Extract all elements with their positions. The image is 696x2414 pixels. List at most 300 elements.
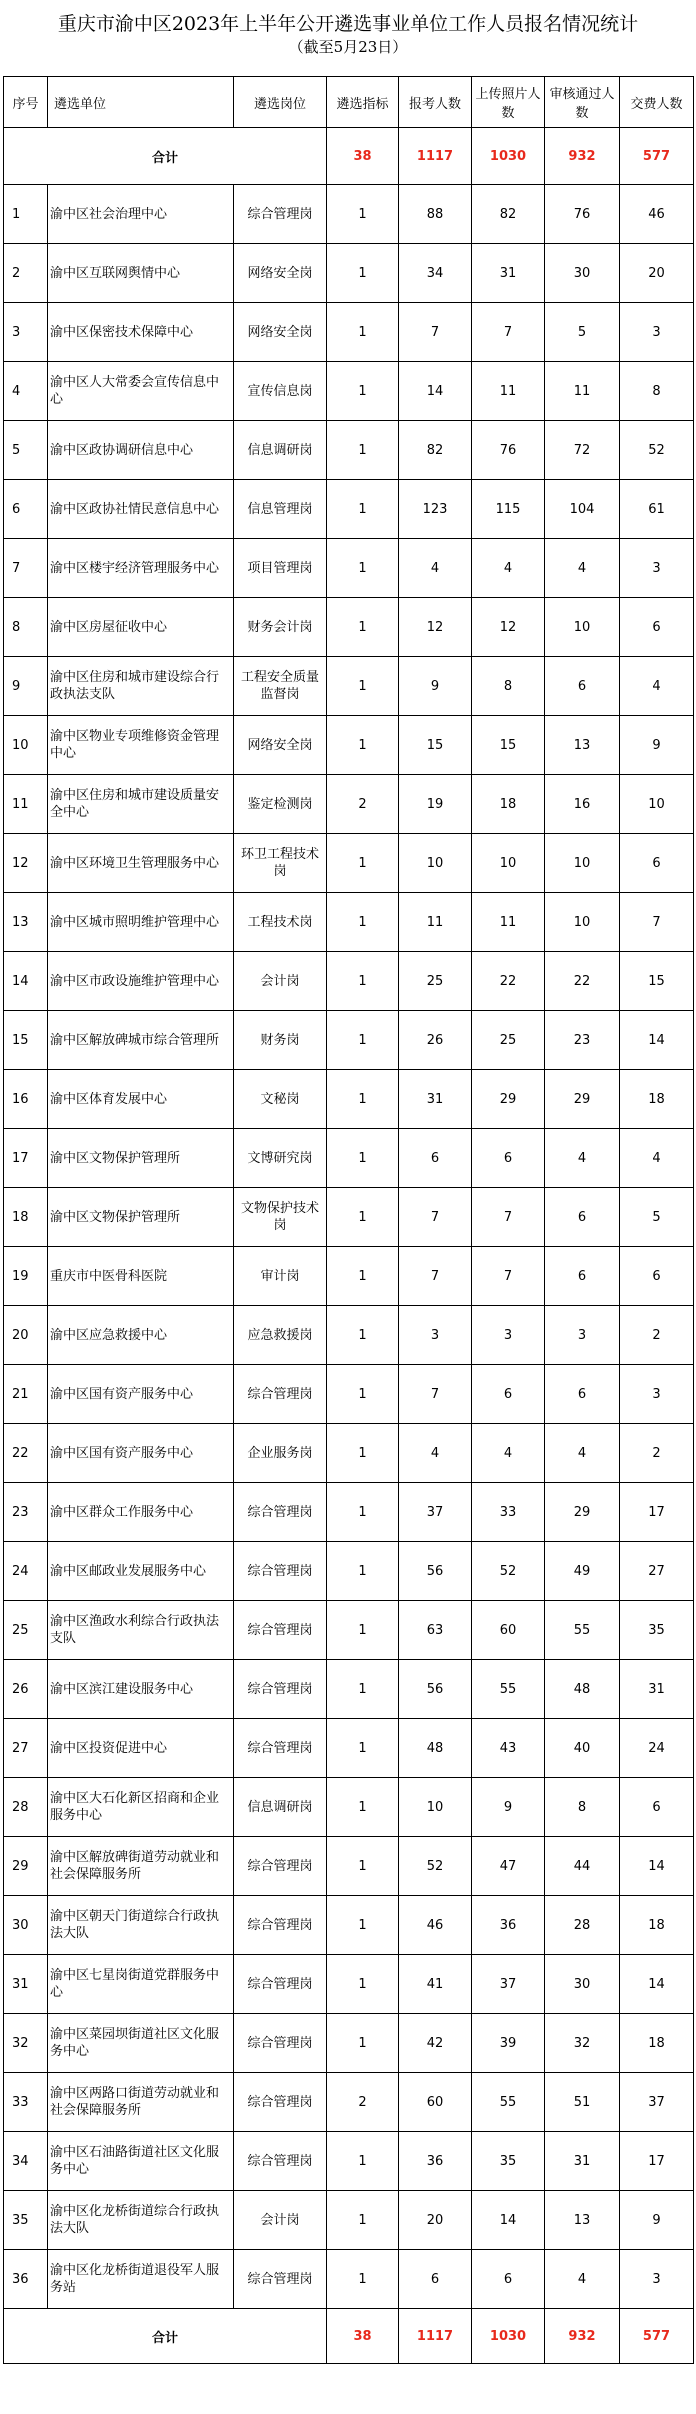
row-no: 22 (4, 1424, 48, 1483)
registration-table (3, 76, 694, 2364)
row-applicants: 34 (399, 244, 472, 303)
total-photos: 1030 (472, 128, 545, 185)
row-approved: 23 (545, 1011, 620, 1070)
table-row (4, 1896, 694, 1955)
row-approved: 32 (545, 2014, 620, 2073)
table-row (4, 1129, 694, 1188)
row-unit: 渝中区渔政水利综合行政执法支队 (48, 1601, 234, 1660)
row-photos: 22 (472, 952, 545, 1011)
row-quota: 1 (327, 1424, 399, 1483)
row-quota: 1 (327, 1837, 399, 1896)
row-no: 17 (4, 1129, 48, 1188)
row-quota: 1 (327, 598, 399, 657)
row-approved: 13 (545, 716, 620, 775)
row-photos: 15 (472, 716, 545, 775)
row-unit: 渝中区房屋征收中心 (48, 598, 234, 657)
row-photos: 7 (472, 1188, 545, 1247)
row-paid: 15 (620, 952, 694, 1011)
row-paid: 6 (620, 598, 694, 657)
row-no: 26 (4, 1660, 48, 1719)
row-quota: 1 (327, 1365, 399, 1424)
row-post: 环卫工程技术岗 (234, 834, 327, 893)
table-row (4, 2191, 694, 2250)
row-photos: 29 (472, 1070, 545, 1129)
row-applicants: 37 (399, 1483, 472, 1542)
row-unit: 渝中区政协调研信息中心 (48, 421, 234, 480)
row-no: 21 (4, 1365, 48, 1424)
row-unit: 渝中区社会治理中心 (48, 185, 234, 244)
row-photos: 43 (472, 1719, 545, 1778)
row-post: 综合管理岗 (234, 1660, 327, 1719)
row-post: 网络安全岗 (234, 716, 327, 775)
row-no: 33 (4, 2073, 48, 2132)
row-quota: 1 (327, 1955, 399, 2014)
row-paid: 9 (620, 2191, 694, 2250)
total-quota: 38 (327, 128, 399, 185)
row-post: 审计岗 (234, 1247, 327, 1306)
row-no: 9 (4, 657, 48, 716)
row-post: 企业服务岗 (234, 1424, 327, 1483)
row-applicants: 7 (399, 1365, 472, 1424)
row-paid: 4 (620, 1129, 694, 1188)
table-row (4, 657, 694, 716)
page-title: 重庆市渝中区2023年上半年公开遴选事业单位工作人员报名情况统计 (57, 13, 639, 35)
row-quota: 1 (327, 1247, 399, 1306)
row-paid: 4 (620, 657, 694, 716)
row-no: 3 (4, 303, 48, 362)
row-unit: 渝中区互联网舆情中心 (48, 244, 234, 303)
row-paid: 14 (620, 1837, 694, 1896)
table-row (4, 2132, 694, 2191)
row-quota: 1 (327, 303, 399, 362)
row-quota: 2 (327, 775, 399, 834)
row-approved: 10 (545, 834, 620, 893)
row-paid: 17 (620, 1483, 694, 1542)
row-approved: 3 (545, 1306, 620, 1365)
row-no: 31 (4, 1955, 48, 2014)
row-approved: 6 (545, 1188, 620, 1247)
row-quota: 1 (327, 1070, 399, 1129)
total-photos: 1030 (472, 2309, 545, 2364)
row-quota: 1 (327, 1306, 399, 1365)
row-post: 综合管理岗 (234, 2132, 327, 2191)
row-post: 应急救援岗 (234, 1306, 327, 1365)
row-quota: 1 (327, 1896, 399, 1955)
row-no: 27 (4, 1719, 48, 1778)
table-row (4, 1188, 694, 1247)
row-unit: 渝中区大石化新区招商和企业服务中心 (48, 1778, 234, 1837)
row-paid: 17 (620, 2132, 694, 2191)
row-unit: 渝中区住房和城市建设综合行政执法支队 (48, 657, 234, 716)
table-row (4, 1365, 694, 1424)
row-applicants: 12 (399, 598, 472, 657)
row-applicants: 56 (399, 1542, 472, 1601)
total-approved: 932 (545, 128, 620, 185)
row-post: 综合管理岗 (234, 1542, 327, 1601)
row-applicants: 123 (399, 480, 472, 539)
row-post: 工程安全质量监督岗 (234, 657, 327, 716)
row-no: 20 (4, 1306, 48, 1365)
row-paid: 31 (620, 1660, 694, 1719)
row-quota: 1 (327, 657, 399, 716)
row-applicants: 60 (399, 2073, 472, 2132)
row-photos: 3 (472, 1306, 545, 1365)
row-applicants: 11 (399, 893, 472, 952)
row-post: 综合管理岗 (234, 2250, 327, 2309)
total-applicants: 1117 (399, 2309, 472, 2364)
row-no: 18 (4, 1188, 48, 1247)
row-post: 会计岗 (234, 2191, 327, 2250)
row-photos: 6 (472, 1129, 545, 1188)
total-paid: 577 (620, 128, 694, 185)
row-no: 36 (4, 2250, 48, 2309)
row-paid: 18 (620, 2014, 694, 2073)
row-photos: 25 (472, 1011, 545, 1070)
row-approved: 8 (545, 1778, 620, 1837)
row-no: 35 (4, 2191, 48, 2250)
total-paid: 577 (620, 2309, 694, 2364)
row-applicants: 7 (399, 1247, 472, 1306)
row-paid: 6 (620, 1778, 694, 1837)
row-approved: 31 (545, 2132, 620, 2191)
row-post: 文物保护技术岗 (234, 1188, 327, 1247)
row-quota: 1 (327, 2191, 399, 2250)
row-unit: 渝中区人大常委会宣传信息中心 (48, 362, 234, 421)
row-applicants: 7 (399, 1188, 472, 1247)
row-quota: 1 (327, 1660, 399, 1719)
row-photos: 6 (472, 2250, 545, 2309)
row-approved: 51 (545, 2073, 620, 2132)
row-photos: 55 (472, 1660, 545, 1719)
row-quota: 1 (327, 539, 399, 598)
row-photos: 60 (472, 1601, 545, 1660)
row-photos: 76 (472, 421, 545, 480)
table-row (4, 1719, 694, 1778)
row-post: 综合管理岗 (234, 1719, 327, 1778)
row-paid: 6 (620, 1247, 694, 1306)
row-applicants: 20 (399, 2191, 472, 2250)
row-photos: 6 (472, 1365, 545, 1424)
row-approved: 72 (545, 421, 620, 480)
row-applicants: 26 (399, 1011, 472, 1070)
row-no: 23 (4, 1483, 48, 1542)
row-unit: 渝中区文物保护管理所 (48, 1188, 234, 1247)
row-paid: 3 (620, 1365, 694, 1424)
row-applicants: 25 (399, 952, 472, 1011)
row-approved: 4 (545, 539, 620, 598)
row-quota: 1 (327, 1011, 399, 1070)
row-quota: 1 (327, 2014, 399, 2073)
row-unit: 渝中区环境卫生管理服务中心 (48, 834, 234, 893)
row-applicants: 3 (399, 1306, 472, 1365)
row-unit: 渝中区市政设施维护管理中心 (48, 952, 234, 1011)
row-post: 综合管理岗 (234, 1955, 327, 2014)
table-row (4, 1247, 694, 1306)
row-no: 1 (4, 185, 48, 244)
row-applicants: 10 (399, 834, 472, 893)
table-row (4, 480, 694, 539)
row-photos: 36 (472, 1896, 545, 1955)
row-unit: 渝中区滨江建设服务中心 (48, 1660, 234, 1719)
row-approved: 6 (545, 1365, 620, 1424)
row-quota: 1 (327, 893, 399, 952)
row-unit: 渝中区解放碑城市综合管理所 (48, 1011, 234, 1070)
row-quota: 1 (327, 834, 399, 893)
header-row (4, 77, 694, 128)
header-quota: 遴选指标 (327, 77, 399, 128)
row-approved: 55 (545, 1601, 620, 1660)
table-row (4, 2014, 694, 2073)
row-paid: 14 (620, 1011, 694, 1070)
row-no: 6 (4, 480, 48, 539)
row-applicants: 41 (399, 1955, 472, 2014)
row-approved: 28 (545, 1896, 620, 1955)
table-row (4, 775, 694, 834)
row-quota: 1 (327, 1129, 399, 1188)
row-post: 项目管理岗 (234, 539, 327, 598)
row-applicants: 42 (399, 2014, 472, 2073)
row-paid: 10 (620, 775, 694, 834)
row-photos: 10 (472, 834, 545, 893)
row-no: 28 (4, 1778, 48, 1837)
row-photos: 7 (472, 1247, 545, 1306)
row-applicants: 36 (399, 2132, 472, 2191)
row-photos: 52 (472, 1542, 545, 1601)
row-unit: 重庆市中医骨科医院 (48, 1247, 234, 1306)
row-no: 2 (4, 244, 48, 303)
row-unit: 渝中区政协社情民意信息中心 (48, 480, 234, 539)
table-row (4, 1070, 694, 1129)
row-quota: 1 (327, 2132, 399, 2191)
row-quota: 1 (327, 952, 399, 1011)
row-quota: 1 (327, 1542, 399, 1601)
row-photos: 14 (472, 2191, 545, 2250)
row-photos: 18 (472, 775, 545, 834)
row-applicants: 7 (399, 303, 472, 362)
table-row (4, 185, 694, 244)
row-quota: 2 (327, 2073, 399, 2132)
total-row-top (4, 128, 694, 185)
row-quota: 1 (327, 421, 399, 480)
row-unit: 渝中区文物保护管理所 (48, 1129, 234, 1188)
header-photos: 上传照片人数 (472, 77, 545, 128)
row-photos: 11 (472, 362, 545, 421)
row-unit: 渝中区国有资产服务中心 (48, 1424, 234, 1483)
row-approved: 30 (545, 1955, 620, 2014)
row-photos: 82 (472, 185, 545, 244)
row-post: 信息调研岗 (234, 421, 327, 480)
header-no: 序号 (4, 77, 48, 128)
row-paid: 18 (620, 1070, 694, 1129)
row-approved: 5 (545, 303, 620, 362)
table-row (4, 598, 694, 657)
table-row (4, 244, 694, 303)
row-quota: 1 (327, 2250, 399, 2309)
row-no: 8 (4, 598, 48, 657)
row-applicants: 10 (399, 1778, 472, 1837)
row-approved: 76 (545, 185, 620, 244)
row-unit: 渝中区两路口街道劳动就业和社会保障服务所 (48, 2073, 234, 2132)
row-unit: 渝中区朝天门街道综合行政执法大队 (48, 1896, 234, 1955)
row-no: 4 (4, 362, 48, 421)
row-unit: 渝中区化龙桥街道综合行政执法大队 (48, 2191, 234, 2250)
table-row (4, 1011, 694, 1070)
row-no: 25 (4, 1601, 48, 1660)
row-paid: 2 (620, 1424, 694, 1483)
row-quota: 1 (327, 1778, 399, 1837)
row-approved: 4 (545, 2250, 620, 2309)
row-paid: 3 (620, 2250, 694, 2309)
table-row (4, 1778, 694, 1837)
row-photos: 35 (472, 2132, 545, 2191)
row-approved: 49 (545, 1542, 620, 1601)
row-approved: 6 (545, 657, 620, 716)
row-post: 会计岗 (234, 952, 327, 1011)
row-no: 32 (4, 2014, 48, 2073)
row-approved: 10 (545, 893, 620, 952)
table-row (4, 2073, 694, 2132)
row-applicants: 48 (399, 1719, 472, 1778)
row-applicants: 63 (399, 1601, 472, 1660)
table-row (4, 539, 694, 598)
row-approved: 11 (545, 362, 620, 421)
row-post: 网络安全岗 (234, 244, 327, 303)
row-paid: 35 (620, 1601, 694, 1660)
row-photos: 4 (472, 1424, 545, 1483)
table-row (4, 1601, 694, 1660)
row-paid: 24 (620, 1719, 694, 1778)
table-row (4, 1660, 694, 1719)
row-approved: 10 (545, 598, 620, 657)
row-approved: 104 (545, 480, 620, 539)
row-unit: 渝中区国有资产服务中心 (48, 1365, 234, 1424)
table-row (4, 1837, 694, 1896)
row-applicants: 88 (399, 185, 472, 244)
row-unit: 渝中区住房和城市建设质量安全中心 (48, 775, 234, 834)
row-approved: 30 (545, 244, 620, 303)
row-approved: 13 (545, 2191, 620, 2250)
row-post: 综合管理岗 (234, 1601, 327, 1660)
table-row (4, 2250, 694, 2309)
row-quota: 1 (327, 362, 399, 421)
row-quota: 1 (327, 1601, 399, 1660)
row-post: 综合管理岗 (234, 1896, 327, 1955)
header-applicants: 报考人数 (399, 77, 472, 128)
table-row (4, 1424, 694, 1483)
row-photos: 55 (472, 2073, 545, 2132)
row-no: 19 (4, 1247, 48, 1306)
row-post: 文博研究岗 (234, 1129, 327, 1188)
row-no: 7 (4, 539, 48, 598)
row-applicants: 4 (399, 1424, 472, 1483)
row-applicants: 4 (399, 539, 472, 598)
row-post: 财务会计岗 (234, 598, 327, 657)
row-quota: 1 (327, 185, 399, 244)
row-no: 5 (4, 421, 48, 480)
row-applicants: 6 (399, 2250, 472, 2309)
row-photos: 4 (472, 539, 545, 598)
table-row (4, 1306, 694, 1365)
row-paid: 18 (620, 1896, 694, 1955)
row-photos: 11 (472, 893, 545, 952)
row-photos: 37 (472, 1955, 545, 2014)
table-row (4, 421, 694, 480)
row-photos: 31 (472, 244, 545, 303)
page-subtitle: （截至5月23日） (288, 38, 408, 56)
row-post: 网络安全岗 (234, 303, 327, 362)
row-paid: 37 (620, 2073, 694, 2132)
header-post: 遴选岗位 (234, 77, 327, 128)
row-post: 宣传信息岗 (234, 362, 327, 421)
total-approved: 932 (545, 2309, 620, 2364)
row-applicants: 56 (399, 1660, 472, 1719)
row-quota: 1 (327, 1719, 399, 1778)
row-quota: 1 (327, 1483, 399, 1542)
row-quota: 1 (327, 716, 399, 775)
header-unit: 遴选单位 (48, 77, 234, 128)
row-post: 综合管理岗 (234, 2073, 327, 2132)
table-row (4, 1542, 694, 1601)
row-approved: 4 (545, 1424, 620, 1483)
row-approved: 40 (545, 1719, 620, 1778)
row-paid: 7 (620, 893, 694, 952)
table-row (4, 952, 694, 1011)
row-no: 15 (4, 1011, 48, 1070)
table-row (4, 362, 694, 421)
row-post: 文秘岗 (234, 1070, 327, 1129)
table-row (4, 1955, 694, 2014)
row-unit: 渝中区保密技术保障中心 (48, 303, 234, 362)
row-approved: 16 (545, 775, 620, 834)
row-photos: 47 (472, 1837, 545, 1896)
row-post: 工程技术岗 (234, 893, 327, 952)
row-no: 13 (4, 893, 48, 952)
row-photos: 7 (472, 303, 545, 362)
row-paid: 20 (620, 244, 694, 303)
row-approved: 29 (545, 1070, 620, 1129)
row-post: 综合管理岗 (234, 1837, 327, 1896)
row-applicants: 6 (399, 1129, 472, 1188)
row-photos: 33 (472, 1483, 545, 1542)
header-approved: 审核通过人数 (545, 77, 620, 128)
header-paid: 交费人数 (620, 77, 694, 128)
row-post: 信息调研岗 (234, 1778, 327, 1837)
row-approved: 4 (545, 1129, 620, 1188)
row-no: 11 (4, 775, 48, 834)
row-paid: 3 (620, 303, 694, 362)
row-unit: 渝中区菜园坝街道社区文化服务中心 (48, 2014, 234, 2073)
row-unit: 渝中区体育发展中心 (48, 1070, 234, 1129)
table-row (4, 1483, 694, 1542)
row-applicants: 19 (399, 775, 472, 834)
row-no: 16 (4, 1070, 48, 1129)
row-paid: 6 (620, 834, 694, 893)
row-unit: 渝中区群众工作服务中心 (48, 1483, 234, 1542)
total-row-bottom (4, 2309, 694, 2364)
row-quota: 1 (327, 1188, 399, 1247)
row-no: 14 (4, 952, 48, 1011)
table-row (4, 834, 694, 893)
row-no: 30 (4, 1896, 48, 1955)
row-paid: 5 (620, 1188, 694, 1247)
row-unit: 渝中区解放碑街道劳动就业和社会保障服务所 (48, 1837, 234, 1896)
row-paid: 9 (620, 716, 694, 775)
row-applicants: 82 (399, 421, 472, 480)
row-approved: 48 (545, 1660, 620, 1719)
row-unit: 渝中区物业专项维修资金管理中心 (48, 716, 234, 775)
row-unit: 渝中区邮政业发展服务中心 (48, 1542, 234, 1601)
row-unit: 渝中区化龙桥街道退役军人服务站 (48, 2250, 234, 2309)
